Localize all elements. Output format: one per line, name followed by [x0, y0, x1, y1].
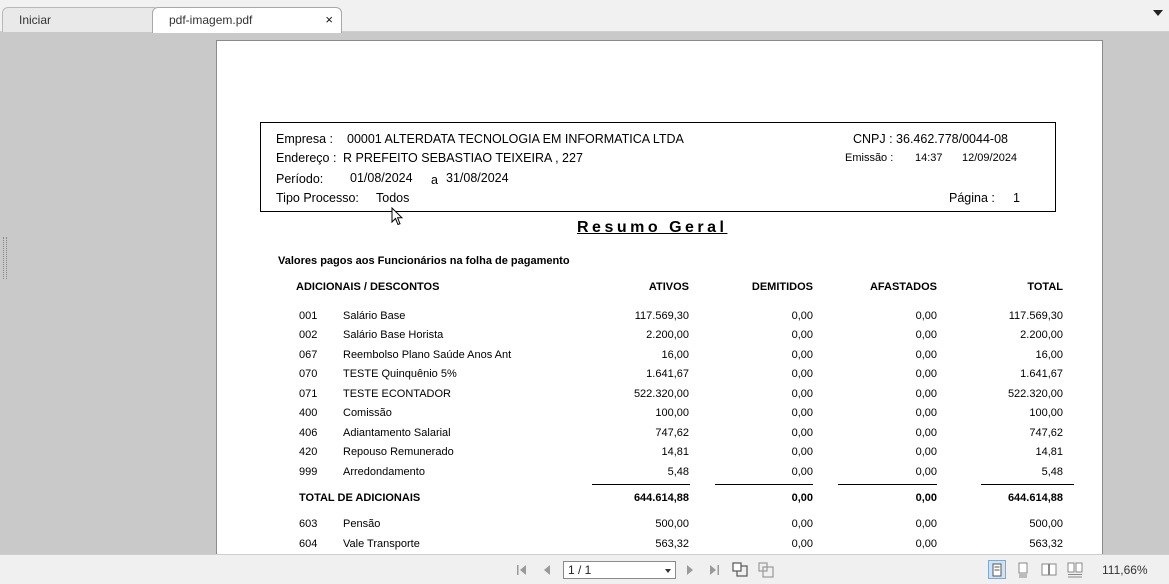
report-subtitle: Valores pagos aos Funcionários na folha de pagamento — [278, 255, 570, 267]
row-name: Pensão — [343, 518, 381, 530]
emissao-time: 14:37 — [915, 152, 943, 164]
row-name: Salário Base — [343, 310, 406, 322]
row-demitidos: 0,00 — [791, 310, 813, 322]
single-page-view-button[interactable] — [988, 560, 1006, 579]
periodo-end: 31/08/2024 — [446, 171, 509, 185]
two-page-continuous-icon — [1067, 562, 1083, 578]
row-demitidos: 0,00 — [791, 349, 813, 361]
page-selector[interactable] — [563, 561, 676, 579]
emissao-date: 12/09/2024 — [962, 152, 1018, 164]
row-demitidos: 0,00 — [791, 427, 813, 439]
row-code: 400 — [299, 407, 318, 419]
tab-pdf-imagem[interactable] — [152, 7, 342, 33]
single-page-icon — [989, 562, 1005, 578]
col-header-ativos: ATIVOS — [648, 281, 689, 293]
row-total: 117.569,30 — [1008, 310, 1063, 322]
next-page-icon[interactable] — [682, 562, 698, 578]
row-name: Repouso Remunerado — [343, 446, 454, 458]
row-demitidos: 0,00 — [791, 446, 813, 458]
row-code: 604 — [299, 538, 318, 550]
row-ativos: 1.641,67 — [646, 368, 689, 380]
emissao-label: Emissão : — [845, 152, 894, 164]
row-afastados: 0,00 — [915, 388, 937, 400]
row-total: 14,81 — [1035, 446, 1063, 458]
tab-iniciar[interactable] — [2, 7, 160, 32]
continuous-view-button[interactable] — [1014, 560, 1032, 579]
empresa-label: Empresa : — [276, 132, 333, 146]
tab-label: pdf-imagem.pdf — [169, 13, 253, 27]
zoom-level[interactable]: 111,66% — [1102, 563, 1148, 577]
row-code: 420 — [299, 446, 318, 458]
row-name: Vale Transporte — [343, 538, 420, 550]
row-code: 406 — [299, 427, 318, 439]
prev-page-icon[interactable] — [539, 562, 555, 578]
total-total: 644.614,88 — [1007, 492, 1063, 504]
cnpj: CNPJ : 36.462.778/0044-08 — [853, 132, 1008, 146]
tipo-processo-label: Tipo Processo: — [276, 191, 359, 205]
row-ativos: 522.320,00 — [633, 388, 689, 400]
col-header-demitidos: DEMITIDOS — [751, 281, 813, 293]
row-ativos: 2.200,00 — [646, 329, 689, 341]
two-page-view-button[interactable] — [1040, 560, 1058, 579]
periodo-label: Período: — [276, 172, 324, 186]
pagina-value: 1 — [1013, 191, 1020, 205]
row-total: 2.200,00 — [1020, 329, 1063, 341]
total-ativos: 644.614,88 — [633, 492, 689, 504]
row-afastados: 0,00 — [915, 368, 937, 380]
endereco-value: R PREFEITO SEBASTIAO TEIXEIRA , 227 — [343, 151, 583, 165]
total-label: TOTAL DE ADICIONAIS — [299, 492, 421, 504]
periodo-sep: a — [431, 173, 438, 187]
row-total: 1.641,67 — [1020, 368, 1063, 380]
chevron-down-icon — [665, 569, 671, 573]
tab-list-dropdown-icon[interactable] — [1153, 10, 1163, 16]
last-page-icon[interactable] — [706, 562, 722, 578]
row-name: Reembolso Plano Saúde Anos Ant — [343, 349, 512, 361]
subtotal-rule — [981, 484, 1074, 485]
splitter-grip-icon[interactable] — [3, 237, 7, 279]
row-code: 001 — [299, 310, 318, 322]
row-ativos: 5,48 — [667, 466, 689, 478]
pdf-viewer[interactable] — [0, 32, 1169, 554]
row-ativos: 14,81 — [661, 446, 689, 458]
mouse-pointer-icon — [391, 207, 403, 226]
row-code: 603 — [299, 518, 318, 530]
report-title: Resumo Geral — [577, 219, 728, 236]
row-total: 500,00 — [1029, 518, 1063, 530]
row-afastados: 0,00 — [915, 427, 937, 439]
row-afastados: 0,00 — [915, 310, 937, 322]
col-header-desc: ADICIONAIS / DESCONTOS — [296, 281, 440, 293]
page-selector-value: 1 / 1 — [568, 563, 592, 577]
row-afastados: 0,00 — [915, 329, 937, 341]
row-total: 5,48 — [1041, 466, 1063, 478]
col-header-afastados: AFASTADOS — [869, 281, 937, 293]
tipo-processo-value: Todos — [376, 191, 410, 205]
row-afastados: 0,00 — [915, 446, 937, 458]
row-demitidos: 0,00 — [791, 407, 813, 419]
row-ativos: 16,00 — [661, 349, 689, 361]
viewer-toolbar — [0, 554, 1169, 584]
rotate-icon[interactable] — [732, 562, 748, 578]
row-afastados: 0,00 — [915, 518, 937, 530]
total-afastados: 0,00 — [915, 492, 937, 504]
row-ativos: 117.569,30 — [634, 310, 689, 322]
row-demitidos: 0,00 — [791, 368, 813, 380]
periodo-start: 01/08/2024 — [350, 171, 413, 185]
tab-bar — [0, 0, 1169, 32]
continuous-icon — [1015, 562, 1031, 578]
total-demitidos: 0,00 — [791, 492, 813, 504]
two-page-icon — [1041, 562, 1057, 578]
pagina-label: Página : — [949, 191, 995, 205]
row-code: 999 — [299, 466, 318, 478]
row-ativos: 747,62 — [655, 427, 689, 439]
row-code: 071 — [299, 388, 318, 400]
row-code: 070 — [299, 368, 318, 380]
row-afastados: 0,00 — [915, 538, 937, 550]
row-total: 16,00 — [1035, 349, 1063, 361]
fit-icon[interactable] — [758, 562, 774, 578]
row-demitidos: 0,00 — [791, 388, 813, 400]
row-name: TESTE Quinquênio 5% — [343, 368, 457, 380]
row-ativos: 100,00 — [655, 407, 689, 419]
report-header-box — [260, 122, 1056, 212]
row-ativos: 500,00 — [655, 518, 689, 530]
row-code: 067 — [299, 349, 318, 361]
subtotal-rule — [715, 484, 813, 485]
pdf-page — [216, 40, 1103, 554]
row-total: 563,32 — [1029, 538, 1063, 550]
row-afastados: 0,00 — [915, 407, 937, 419]
row-name: Arredondamento — [343, 466, 425, 478]
row-code: 002 — [299, 329, 318, 341]
row-demitidos: 0,00 — [791, 466, 813, 478]
row-afastados: 0,00 — [915, 466, 937, 478]
subtotal-rule — [592, 484, 690, 485]
row-demitidos: 0,00 — [791, 538, 813, 550]
endereco-label: Endereço : — [276, 151, 337, 165]
close-icon[interactable]: × — [325, 12, 333, 27]
empresa-value: 00001 ALTERDATA TECNOLOGIA EM INFORMATICA LTDA — [347, 132, 684, 146]
row-total: 100,00 — [1029, 407, 1063, 419]
row-demitidos: 0,00 — [791, 329, 813, 341]
row-name: Salário Base Horista — [343, 329, 444, 341]
two-page-continuous-view-button[interactable] — [1066, 560, 1084, 579]
row-ativos: 563,32 — [655, 538, 689, 550]
row-name: TESTE ECONTADOR — [343, 388, 451, 400]
subtotal-rule — [838, 484, 937, 485]
tab-label: Iniciar — [19, 13, 52, 27]
col-header-total: TOTAL — [1027, 281, 1063, 293]
row-demitidos: 0,00 — [791, 518, 813, 530]
row-total: 747,62 — [1029, 427, 1063, 439]
first-page-icon[interactable] — [514, 562, 530, 578]
row-name: Comissão — [343, 407, 392, 419]
row-afastados: 0,00 — [915, 349, 937, 361]
row-total: 522.320,00 — [1007, 388, 1063, 400]
row-name: Adiantamento Salarial — [343, 427, 451, 439]
